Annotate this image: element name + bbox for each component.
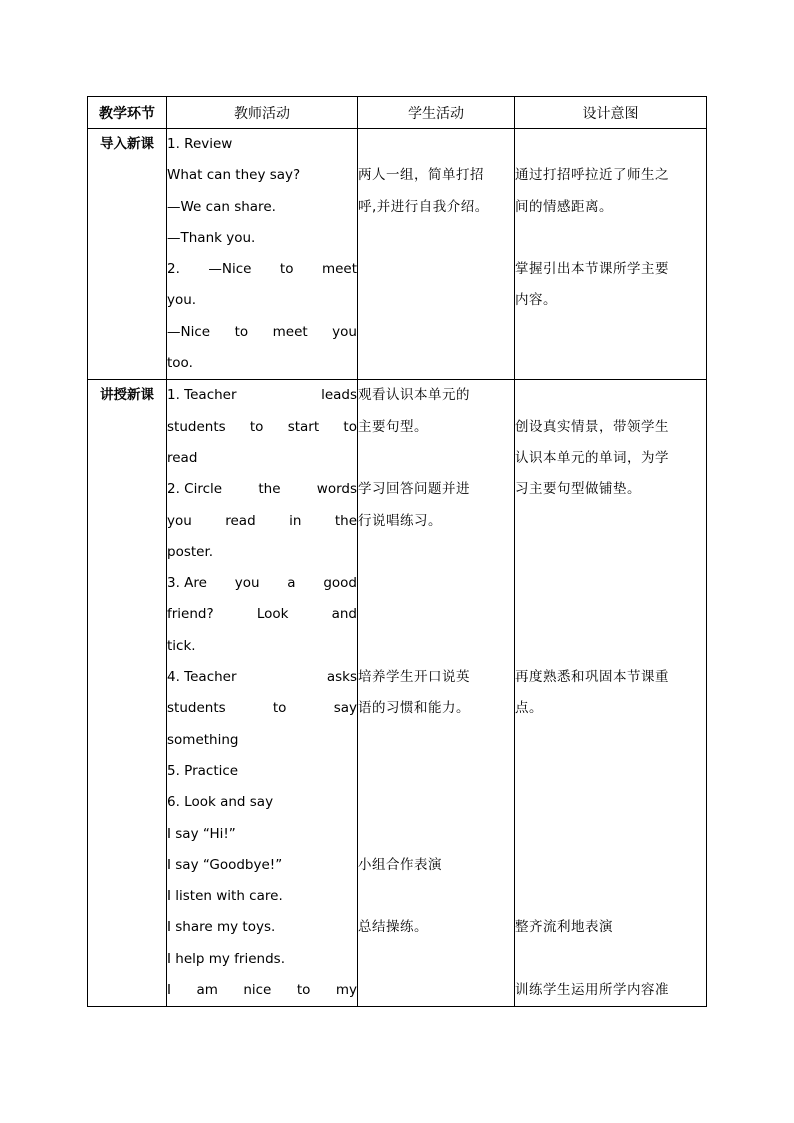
teacher-activity-word: students xyxy=(167,700,226,717)
teacher-activity-word: meet xyxy=(321,261,357,278)
teacher-activity-word: meet xyxy=(272,323,308,340)
teacher-activity-line: read xyxy=(167,449,198,466)
teacher-activity-word: in xyxy=(289,512,302,529)
teacher-activity-word: to xyxy=(296,982,311,999)
teacher-activity-line xyxy=(167,474,357,505)
design-intent-line xyxy=(515,631,706,662)
teacher-activity-word: say xyxy=(333,700,357,717)
teacher-activity-line xyxy=(167,412,357,443)
student-activity-line: 主要句型。 xyxy=(358,418,428,435)
design-intent-line: 掌握引出本节课所学主要 xyxy=(515,261,669,278)
design-intent-line xyxy=(515,380,706,411)
student-activity-line: 两人一组，简单打招 xyxy=(358,167,484,184)
teacher-activity-line: too. xyxy=(167,355,193,372)
teacher-activity-word: 1. Teacher xyxy=(167,387,237,404)
design-intent-line xyxy=(515,756,706,787)
student-activity-line xyxy=(358,537,514,568)
student-activity-cell xyxy=(358,129,515,380)
header-student-activity: 学生活动 xyxy=(358,97,515,129)
teacher-activity-line xyxy=(167,380,357,411)
teacher-activity-line: something xyxy=(167,731,239,748)
teacher-activity-word: —Nice xyxy=(208,261,252,278)
student-activity-line: 呼,并进行自我介绍。 xyxy=(358,198,489,215)
teacher-activity-word: am xyxy=(196,982,218,999)
teacher-activity-line xyxy=(167,693,357,724)
teacher-activity-word: asks xyxy=(326,669,357,686)
teacher-activity-word: the xyxy=(258,481,281,498)
teacher-activity-line: I listen with care. xyxy=(167,888,283,905)
teacher-activity-line: What can they say? xyxy=(167,167,301,184)
design-intent-line xyxy=(515,568,706,599)
teacher-activity-line xyxy=(167,506,357,537)
student-activity-line xyxy=(358,568,514,599)
student-activity-line: 小组合作表演 xyxy=(358,856,442,873)
table-row xyxy=(88,380,707,1007)
student-activity-line xyxy=(358,756,514,787)
teacher-activity-word: 2. Circle xyxy=(167,481,223,498)
teacher-activity-word: read xyxy=(225,512,256,529)
teacher-activity-word: to xyxy=(249,418,264,435)
teacher-activity-line xyxy=(167,662,357,693)
student-activity-line xyxy=(358,819,514,850)
design-intent-line xyxy=(515,506,706,537)
teacher-activity-word: you xyxy=(234,575,260,592)
student-activity-line xyxy=(358,443,514,474)
teacher-activity-word: the xyxy=(334,512,357,529)
teacher-activity-line: I say “Hi!” xyxy=(167,825,236,842)
design-intent-line: 点。 xyxy=(515,700,543,717)
teacher-activity-cell xyxy=(167,129,358,380)
design-intent-line: 间的情感距离。 xyxy=(515,198,613,215)
student-activity-line: 观看认识本单元的 xyxy=(358,387,470,404)
teacher-activity-word: a xyxy=(287,575,296,592)
design-intent-line: 通过打招呼拉近了师生之 xyxy=(515,167,669,184)
teacher-activity-word: words xyxy=(316,481,357,498)
teacher-activity-line: 5. Practice xyxy=(167,762,239,779)
teacher-activity-word: you xyxy=(167,512,192,529)
stage-cell: 导入新课 xyxy=(88,129,167,380)
teacher-activity-word: you xyxy=(332,323,357,340)
teacher-activity-word: students xyxy=(167,418,226,435)
teacher-activity-line: poster. xyxy=(167,543,214,560)
design-intent-line: 创设真实情景，带领学生 xyxy=(515,418,669,435)
design-intent-line: 认识本单元的单词，为学 xyxy=(515,449,669,466)
header-row xyxy=(88,97,707,129)
design-intent-line xyxy=(515,599,706,630)
teacher-activity-word: Look xyxy=(256,606,289,623)
student-activity-line: 总结操练。 xyxy=(358,919,428,936)
teacher-activity-word: start xyxy=(287,418,320,435)
teacher-activity-word: nice xyxy=(243,982,272,999)
design-intent-line xyxy=(515,944,706,975)
teacher-activity-line xyxy=(167,568,357,599)
teacher-activity-line xyxy=(167,975,357,1006)
design-intent-line xyxy=(515,881,706,912)
student-activity-line xyxy=(358,725,514,756)
teacher-activity-word: friend? xyxy=(167,606,214,623)
header-stage: 教学环节 xyxy=(88,97,167,129)
header-design-intent: 设计意图 xyxy=(515,97,707,129)
teacher-activity-word: to xyxy=(279,261,294,278)
teacher-activity-line: 1. Review xyxy=(167,136,233,152)
teacher-activity-word: to xyxy=(234,323,249,340)
teacher-activity-word: good xyxy=(323,575,357,592)
design-intent-line: 整齐流利地表演 xyxy=(515,919,613,936)
teacher-activity-line: I help my friends. xyxy=(167,950,285,967)
student-activity-line xyxy=(358,631,514,662)
student-activity-line xyxy=(358,787,514,818)
teacher-activity-word: —Nice xyxy=(167,323,211,340)
teacher-activity-line: —We can share. xyxy=(167,198,276,215)
design-intent-line xyxy=(515,725,706,756)
teacher-activity-cell xyxy=(167,380,358,1007)
design-intent-line xyxy=(515,537,706,568)
student-activity-line xyxy=(358,129,514,160)
student-activity-line: 行说唱练习。 xyxy=(358,512,442,529)
teacher-activity-word: 3. Are xyxy=(167,575,207,592)
stage-cell: 讲授新课 xyxy=(88,380,167,1007)
design-intent-line: 再度熟悉和巩固本节课重 xyxy=(515,669,669,686)
design-intent-line xyxy=(515,850,706,881)
teacher-activity-line: I share my toys. xyxy=(167,919,276,936)
design-intent-cell xyxy=(515,129,707,380)
student-activity-line xyxy=(358,881,514,912)
design-intent-line xyxy=(515,787,706,818)
teacher-activity-word: to xyxy=(272,700,287,717)
lesson-plan-table xyxy=(87,96,707,1007)
teacher-activity-line xyxy=(167,317,357,348)
teacher-activity-word: and xyxy=(331,606,357,623)
teacher-activity-line xyxy=(167,254,357,285)
teacher-activity-word: 4. Teacher xyxy=(167,669,237,686)
teacher-activity-line: 6. Look and say xyxy=(167,794,274,811)
header-teacher-activity: 教师活动 xyxy=(167,97,358,129)
teacher-activity-line: you. xyxy=(167,292,197,309)
student-activity-line: 培养学生开口说英 xyxy=(358,669,470,686)
teacher-activity-word: 2. xyxy=(167,261,180,278)
design-intent-line: 内容。 xyxy=(515,292,557,309)
table-row xyxy=(88,129,707,380)
teacher-activity-word: to xyxy=(343,418,357,435)
teacher-activity-line xyxy=(167,599,357,630)
student-activity-line: 学习回答问题并进 xyxy=(358,481,470,498)
student-activity-cell xyxy=(358,380,515,1007)
teacher-activity-line: I say “Goodbye!” xyxy=(167,856,283,873)
teacher-activity-word: my xyxy=(335,982,357,999)
design-intent-line xyxy=(515,223,706,254)
design-intent-line xyxy=(515,129,706,160)
design-intent-line: 习主要句型做铺垫。 xyxy=(515,481,641,498)
teacher-activity-line: tick. xyxy=(167,637,196,654)
design-intent-line: 训练学生运用所学内容准 xyxy=(515,982,669,999)
teacher-activity-line: —Thank you. xyxy=(167,229,256,246)
student-activity-line xyxy=(358,599,514,630)
student-activity-line: 语的习惯和能力。 xyxy=(358,700,470,717)
teacher-activity-word: leads xyxy=(321,387,357,404)
design-intent-line xyxy=(515,819,706,850)
teacher-activity-word: I xyxy=(167,982,171,999)
design-intent-cell xyxy=(515,380,707,1007)
